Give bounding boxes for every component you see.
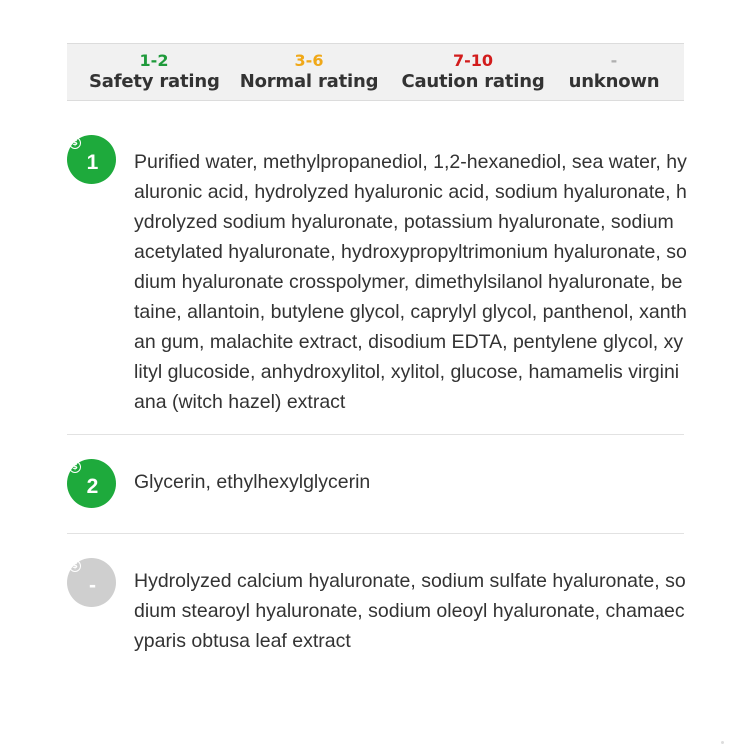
legend-normal xyxy=(239,51,379,94)
legend-range: 1-2 xyxy=(139,51,169,70)
legend-label: unknown xyxy=(568,71,660,92)
legend-label: Caution rating xyxy=(401,71,545,92)
legend-label: Safety rating xyxy=(89,71,220,92)
ingredient-list: Hydrolyzed calcium hyaluronate, sodium sulfate hyaluronate, sodium stearoyl hyaluronate, sodium oleoyl hyaluronate, chamaecyparis obtusa leaf extract xyxy=(134,570,686,652)
ewg-mini-icon: $ xyxy=(69,137,81,149)
ewg-mini-icon: $ xyxy=(69,560,81,572)
legend-safety xyxy=(89,51,219,94)
legend-range: 7-10 xyxy=(452,51,494,70)
rating-badge xyxy=(67,135,116,184)
legend-label: Normal rating xyxy=(239,71,379,92)
ingredient-list: Glycerin, ethylhexylglycerin xyxy=(134,471,371,493)
rating-value: 1 xyxy=(86,151,99,174)
divider xyxy=(67,434,684,435)
rating-badge xyxy=(67,459,116,508)
legend-range: - xyxy=(610,51,618,70)
ingredient-list: Purified water, methylpropanediol, 1,2-hexanediol, sea water, hyaluronic acid, hydrolyzed hyaluronic acid, sodium hyaluronate, hydrolyzed sodium hyaluronate, potassium hyaluronate, sodium acetylated hyaluronate, hydroxypropyltrimonium hyaluronate, sodium hyaluronate crosspolymer, dimethylsilanol hyaluronate, betaine, allantoin, butylene glycol, caprylyl glycol, panthenol, xanthan gum, malachite extract, disodium EDTA, pentylene glycol, xylityl glucoside, anhydroxylitol, xylitol, glucose, hamamelis virginiana (witch hazel) extract xyxy=(134,151,687,413)
rating-value: - xyxy=(89,574,96,597)
corner-mark xyxy=(721,741,724,744)
legend-range: 3-6 xyxy=(294,51,324,70)
rating-badge xyxy=(67,558,116,607)
ewg-mini-icon: $ xyxy=(69,461,81,473)
legend-unknown xyxy=(559,51,669,94)
divider xyxy=(67,533,684,534)
rating-value: 2 xyxy=(86,475,99,498)
rating-legend xyxy=(67,43,684,101)
legend-caution xyxy=(399,51,547,94)
